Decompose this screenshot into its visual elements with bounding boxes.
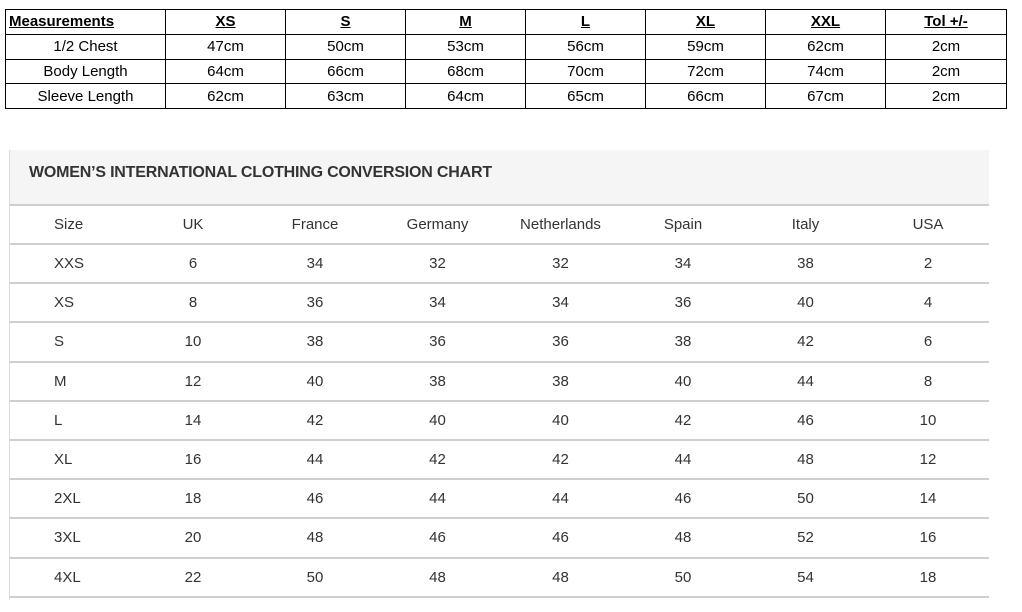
conversion-value: 4 (867, 283, 989, 322)
conversion-value: 22 (132, 558, 254, 597)
conversion-size-label: 4XL (10, 558, 132, 597)
conversion-value: 48 (254, 518, 376, 557)
measurement-value: 2cm (886, 59, 1007, 84)
conversion-header-size: Size (10, 206, 132, 244)
conversion-row (10, 283, 989, 322)
conversion-size-label: XL (10, 440, 132, 479)
measurements-header-m: M (406, 10, 526, 35)
conversion-value: 40 (622, 362, 744, 401)
conversion-value: 34 (499, 283, 622, 322)
conversion-value: 50 (622, 558, 744, 597)
conversion-value: 38 (499, 362, 622, 401)
conversion-value: 48 (376, 558, 499, 597)
measurements-table (5, 9, 1007, 109)
conversion-header-uk: UK (132, 206, 254, 244)
conversion-value: 36 (254, 283, 376, 322)
conversion-value: 36 (376, 322, 499, 361)
conversion-size-label: 2XL (10, 479, 132, 518)
measurement-value: 2cm (886, 84, 1007, 109)
conversion-value: 16 (867, 518, 989, 557)
conversion-value: 32 (499, 244, 622, 283)
conversion-value: 44 (254, 440, 376, 479)
measurements-header-tolerance: Tol +/- (886, 10, 1007, 35)
conversion-value: 34 (376, 283, 499, 322)
measurement-value: 62cm (166, 84, 286, 109)
conversion-value: 46 (744, 401, 867, 440)
conversion-value: 32 (376, 244, 499, 283)
conversion-value: 54 (744, 558, 867, 597)
conversion-value: 40 (376, 401, 499, 440)
conversion-value: 44 (376, 479, 499, 518)
conversion-value: 44 (499, 479, 622, 518)
conversion-header-france: France (254, 206, 376, 244)
conversion-value: 16 (132, 440, 254, 479)
conversion-value: 42 (376, 440, 499, 479)
conversion-value: 2 (867, 244, 989, 283)
conversion-value: 42 (622, 401, 744, 440)
conversion-row (10, 440, 989, 479)
conversion-row (10, 362, 989, 401)
conversion-chart-title: WOMEN’S INTERNATIONAL CLOTHING CONVERSION CHART (29, 164, 492, 181)
conversion-value: 8 (132, 283, 254, 322)
conversion-row (10, 244, 989, 283)
conversion-header-netherlands: Netherlands (499, 206, 622, 244)
measurements-row (6, 84, 1007, 109)
conversion-value: 42 (254, 401, 376, 440)
conversion-size-label: 3XL (10, 518, 132, 557)
conversion-value: 38 (254, 322, 376, 361)
measurement-value: 64cm (406, 84, 526, 109)
conversion-value: 44 (622, 440, 744, 479)
conversion-value: 14 (867, 479, 989, 518)
conversion-value: 38 (744, 244, 867, 283)
conversion-table (10, 206, 989, 598)
conversion-row (10, 401, 989, 440)
measurement-value: 70cm (526, 59, 646, 84)
conversion-table-body (10, 244, 989, 597)
measurement-label: Body Length (6, 59, 166, 84)
conversion-header-spain: Spain (622, 206, 744, 244)
measurements-row (6, 59, 1007, 84)
measurement-value: 68cm (406, 59, 526, 84)
conversion-value: 48 (499, 558, 622, 597)
conversion-header-germany: Germany (376, 206, 499, 244)
conversion-value: 50 (254, 558, 376, 597)
measurement-label: Sleeve Length (6, 84, 166, 109)
conversion-value: 10 (132, 322, 254, 361)
conversion-size-label: L (10, 401, 132, 440)
measurement-value: 63cm (286, 84, 406, 109)
measurement-value: 65cm (526, 84, 646, 109)
conversion-header-italy: Italy (744, 206, 867, 244)
conversion-row (10, 479, 989, 518)
conversion-value: 48 (744, 440, 867, 479)
measurement-value: 62cm (766, 34, 886, 59)
conversion-value: 52 (744, 518, 867, 557)
conversion-value: 6 (867, 322, 989, 361)
conversion-value: 34 (254, 244, 376, 283)
measurement-value: 47cm (166, 34, 286, 59)
measurement-value: 50cm (286, 34, 406, 59)
conversion-value: 42 (499, 440, 622, 479)
measurement-value: 53cm (406, 34, 526, 59)
conversion-row (10, 558, 989, 597)
conversion-value: 34 (622, 244, 744, 283)
conversion-value: 20 (132, 518, 254, 557)
measurement-value: 66cm (646, 84, 766, 109)
conversion-chart-header (10, 150, 989, 206)
conversion-value: 12 (867, 440, 989, 479)
conversion-size-label: XXS (10, 244, 132, 283)
conversion-size-label: S (10, 322, 132, 361)
measurements-header-s: S (286, 10, 406, 35)
conversion-chart-panel (9, 150, 988, 600)
conversion-row (10, 518, 989, 557)
measurement-value: 66cm (286, 59, 406, 84)
conversion-header-row (10, 206, 989, 244)
conversion-value: 18 (867, 558, 989, 597)
measurements-row (6, 34, 1007, 59)
measurements-header-label: Measurements (6, 10, 166, 35)
conversion-value: 36 (499, 322, 622, 361)
conversion-value: 38 (622, 322, 744, 361)
measurements-header-row (6, 10, 1007, 35)
conversion-value: 50 (744, 479, 867, 518)
conversion-value: 46 (376, 518, 499, 557)
measurement-value: 74cm (766, 59, 886, 84)
conversion-value: 36 (622, 283, 744, 322)
measurements-header-l: L (526, 10, 646, 35)
conversion-value: 40 (254, 362, 376, 401)
measurements-header-xxl: XXL (766, 10, 886, 35)
conversion-row (10, 322, 989, 361)
conversion-value: 8 (867, 362, 989, 401)
conversion-value: 12 (132, 362, 254, 401)
conversion-header-usa: USA (867, 206, 989, 244)
measurement-value: 67cm (766, 84, 886, 109)
conversion-size-label: M (10, 362, 132, 401)
measurement-value: 72cm (646, 59, 766, 84)
measurements-header-xs: XS (166, 10, 286, 35)
measurement-label: 1/2 Chest (6, 34, 166, 59)
conversion-value: 46 (254, 479, 376, 518)
conversion-value: 14 (132, 401, 254, 440)
conversion-value: 10 (867, 401, 989, 440)
measurement-value: 64cm (166, 59, 286, 84)
measurements-header-xl: XL (646, 10, 766, 35)
conversion-value: 40 (499, 401, 622, 440)
measurement-value: 2cm (886, 34, 1007, 59)
conversion-value: 44 (744, 362, 867, 401)
measurement-value: 56cm (526, 34, 646, 59)
conversion-value: 46 (499, 518, 622, 557)
conversion-value: 6 (132, 244, 254, 283)
conversion-value: 46 (622, 479, 744, 518)
conversion-value: 40 (744, 283, 867, 322)
measurement-value: 59cm (646, 34, 766, 59)
conversion-value: 38 (376, 362, 499, 401)
conversion-size-label: XS (10, 283, 132, 322)
conversion-value: 42 (744, 322, 867, 361)
conversion-value: 18 (132, 479, 254, 518)
conversion-value: 48 (622, 518, 744, 557)
